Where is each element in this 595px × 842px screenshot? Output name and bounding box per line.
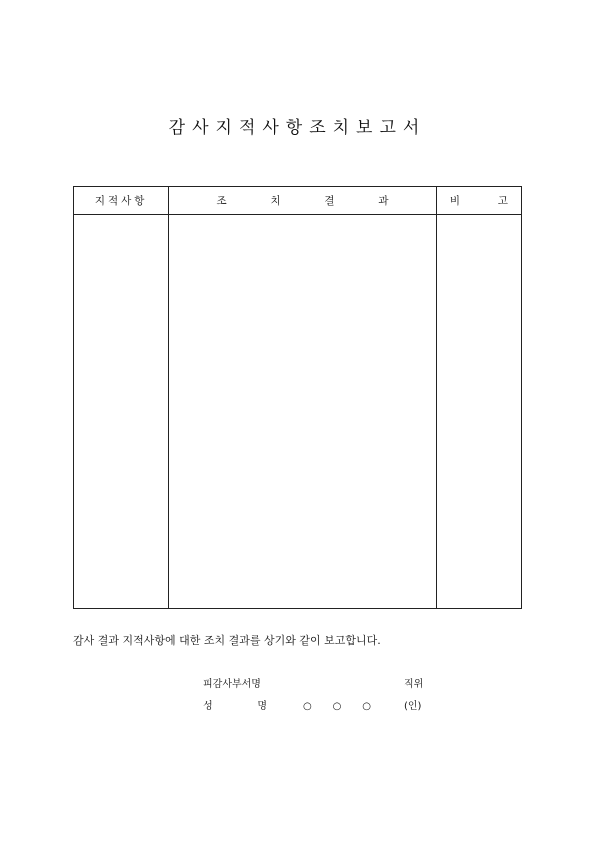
name-placeholder-char: ○	[362, 701, 371, 712]
header-result-char: 결	[324, 195, 335, 207]
header-result-char: 조	[216, 195, 227, 207]
name-label	[203, 700, 267, 714]
header-note-char: 고	[497, 195, 508, 207]
department-label: 피감사부서명	[203, 679, 261, 690]
name-placeholder-char: ○	[303, 701, 312, 712]
report-table	[73, 186, 522, 609]
header-finding: 지적사항	[74, 187, 169, 215]
header-note-char: 비	[449, 195, 461, 207]
table-body-row	[74, 215, 522, 609]
result-cell[interactable]	[169, 215, 437, 609]
name-label-char: 명	[257, 701, 267, 712]
header-result-char: 치	[270, 195, 281, 207]
note-cell[interactable]	[436, 215, 521, 609]
finding-cell[interactable]	[74, 215, 169, 609]
header-note	[436, 187, 521, 215]
seal-label: (인)	[404, 701, 422, 712]
name-label-char: 성	[203, 701, 213, 712]
name-placeholder	[303, 700, 371, 714]
header-result	[169, 187, 437, 215]
name-placeholder-char: ○	[332, 701, 342, 712]
table-header-row	[74, 187, 522, 215]
page-title: 감사지적사항조치보고서	[168, 118, 427, 138]
header-result-char: 과	[378, 195, 389, 207]
report-statement: 감사 결과 지적사항에 대한 조치 결과를 상기와 같이 보고합니다.	[73, 634, 381, 647]
position-label: 직위	[404, 679, 424, 690]
